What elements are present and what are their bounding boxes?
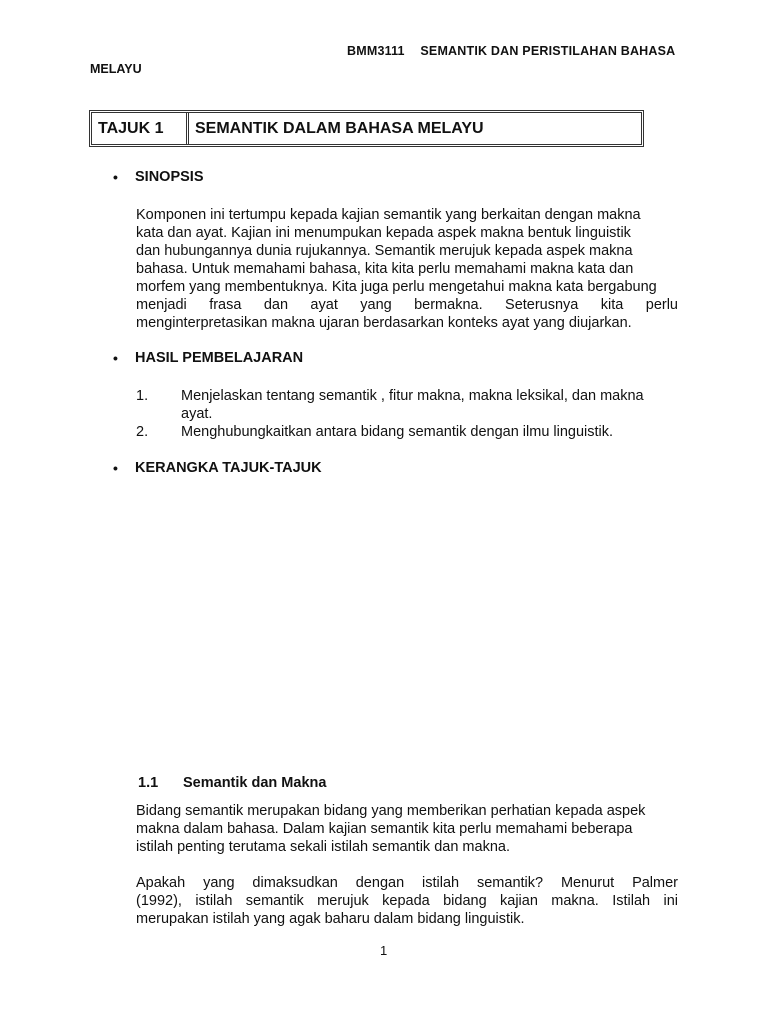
paragraph-line: istilah penting terutama sekali istilah semantik dan makna. xyxy=(136,839,510,855)
bullet-icon: • xyxy=(113,460,118,476)
running-header xyxy=(347,44,675,58)
section-paragraph-2 xyxy=(136,874,678,928)
paragraph-line: Bidang semantik merupakan bidang yang memberikan perhatian kepada aspek xyxy=(136,803,646,819)
list-item-text: Menjelaskan tentang semantik , fitur makna, makna leksikal, dan makna ayat. xyxy=(181,388,644,422)
topic-title-box xyxy=(89,110,644,147)
outcomes-list xyxy=(136,387,676,441)
topic-number: TAJUK 1 xyxy=(92,113,189,144)
synopsis-line: Komponen ini tertumpu kepada kajian semantik yang berkaitan dengan makna xyxy=(136,207,641,223)
course-code: BMM3111 xyxy=(347,44,405,58)
paragraph-line: merupakan istilah yang agak baharu dalam bidang linguistik. xyxy=(136,911,525,927)
synopsis-line: menginterpretasikan makna ujaran berdasarkan konteks ayat yang diujarkan. xyxy=(136,315,632,331)
paragraph-line: makna dalam bahasa. Dalam kajian semantik kita perlu memahami beberapa xyxy=(136,821,633,837)
paragraph-line: (1992), istilah semantik merujuk kepada bidang kajian makna. Istilah ini xyxy=(136,893,678,909)
synopsis-line: menjadi frasa dan ayat yang bermakna. Seterusnya kita perlu xyxy=(136,297,678,313)
framework-heading xyxy=(113,460,322,476)
section-title: Semantik dan Makna xyxy=(183,775,327,791)
list-item xyxy=(136,387,676,423)
bullet-icon: • xyxy=(113,350,118,366)
list-item-number: 2. xyxy=(136,424,149,440)
course-title-continued: MELAYU xyxy=(90,62,142,76)
topic-title: SEMANTIK DALAM BAHASA MELAYU xyxy=(195,119,484,137)
synopsis-line: morfem yang membentuknya. Kita juga perlu mengetahui makna kata bergabung xyxy=(136,279,657,295)
section-number: 1.1 xyxy=(138,775,159,791)
framework-heading-label: KERANGKA TAJUK-TAJUK xyxy=(135,460,322,476)
synopsis-line: bahasa. Untuk memahami bahasa, kita kita perlu memahami makna kata dan xyxy=(136,261,634,277)
outcomes-heading-label: HASIL PEMBELAJARAN xyxy=(135,350,304,366)
list-item xyxy=(136,423,676,441)
course-title: SEMANTIK DAN PERISTILAHAN BAHASA xyxy=(420,44,676,58)
section-heading xyxy=(138,775,326,791)
section-paragraph-1 xyxy=(136,802,678,856)
synopsis-paragraph xyxy=(136,206,678,332)
bullet-icon: • xyxy=(113,169,118,185)
synopsis-heading-label: SINOPSIS xyxy=(135,169,204,185)
list-item-text: Menghubungkaitkan antara bidang semantik dengan ilmu linguistik. xyxy=(181,424,614,440)
paragraph-line: Apakah yang dimaksudkan dengan istilah semantik? Menurut Palmer xyxy=(136,875,678,891)
synopsis-line: dan hubungannya dunia rujukannya. Semantik merujuk kepada aspek makna xyxy=(136,243,633,259)
outcomes-heading xyxy=(113,350,303,366)
page-number: 1 xyxy=(380,943,388,958)
synopsis-heading xyxy=(113,169,204,185)
synopsis-line: kata dan ayat. Kajian ini menumpukan kepada aspek makna bentuk linguistik xyxy=(136,225,631,241)
list-item-number: 1. xyxy=(136,388,149,404)
